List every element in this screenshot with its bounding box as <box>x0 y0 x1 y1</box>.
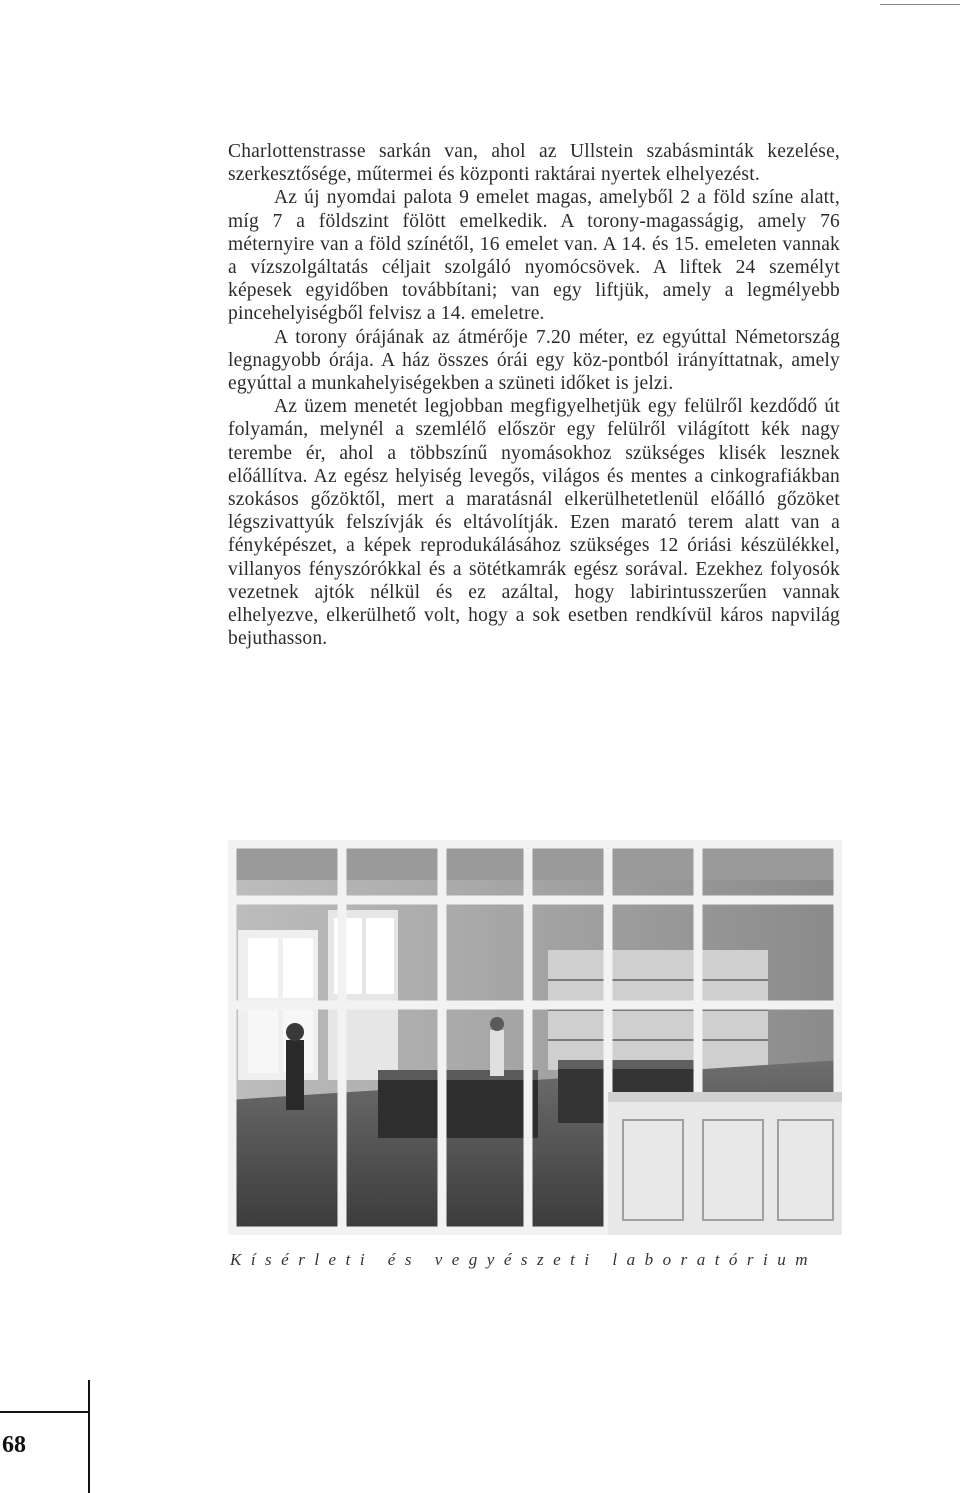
body-text <box>228 140 840 650</box>
paragraph-3: A torony órájának az átmérője 7.20 méter, ez egyúttal Németország legnagyobb órája. A ház összes órái egy köz-pontból irányíttatnak, amely egyúttal a munkahelyiségekben a szüneti időket is jelzi. <box>228 326 840 395</box>
crop-mark-vertical <box>88 1380 90 1493</box>
photo-caption: Kísérleti és vegyészeti laboratórium <box>230 1250 818 1269</box>
paragraph-1: Charlottenstrasse sarkán van, ahol az Ullstein szabásminták kezelése, szerkesztősége, műtermei és központi raktárai nyertek elhelyezést. <box>228 141 840 186</box>
crop-mark-horizontal <box>0 1411 90 1413</box>
paragraph-4: Az üzem menetét legjobban megfigyelhetjük egy felülről kezdődő út folyamán, melynél a szemlélő először egy felülről világított kék nagy terembe ér, ahol a többszínű nyomásokhoz szükséges klisék lesznek előállítva. Az egész helyiség levegős, világos és mentes a cinkografiákban szokásos gőzöktől, mert a maratásnál elkerülhetetlenül előálló gőzöket légszivattyúk felszívják és eltávolítják. Ezen marató terem alatt van a fényképészet, a képek reprodukálásához szükséges 12 óriási készülékkel, villanyos fényszórókkal és a sötétkamrák egész sorával. Ezekhez folyosók vezetnek ajtók nélkül és ez azáltal, hogy labirintusszerűen vannak elhelyezve, elkerülhető volt, hogy a sok esetben rendkívül káros napvilág bejuthasson. <box>228 396 840 650</box>
page-number: 68 <box>2 1432 26 1458</box>
paragraph-2: Az új nyomdai palota 9 emelet magas, amelyből 2 a föld színe alatt, míg 7 a földszint fölött emelkedik. A torony-magasságig, amely 76 méternyire van a föld színétől, 16 emelet van. A 14. és 15. emeleten vannak a vízszolgáltatás céljait szolgáló nyomócsövek. A liftek 24 személyt képesek egyidőben továbbítani; van egy liftjük, amely a legmélyebb pincehelyiségből felvisz a 14. emeletre. <box>228 187 840 325</box>
laboratory-photograph <box>228 840 842 1235</box>
laboratory-photo-illustration <box>228 840 842 1235</box>
top-edge-rule <box>880 4 960 5</box>
